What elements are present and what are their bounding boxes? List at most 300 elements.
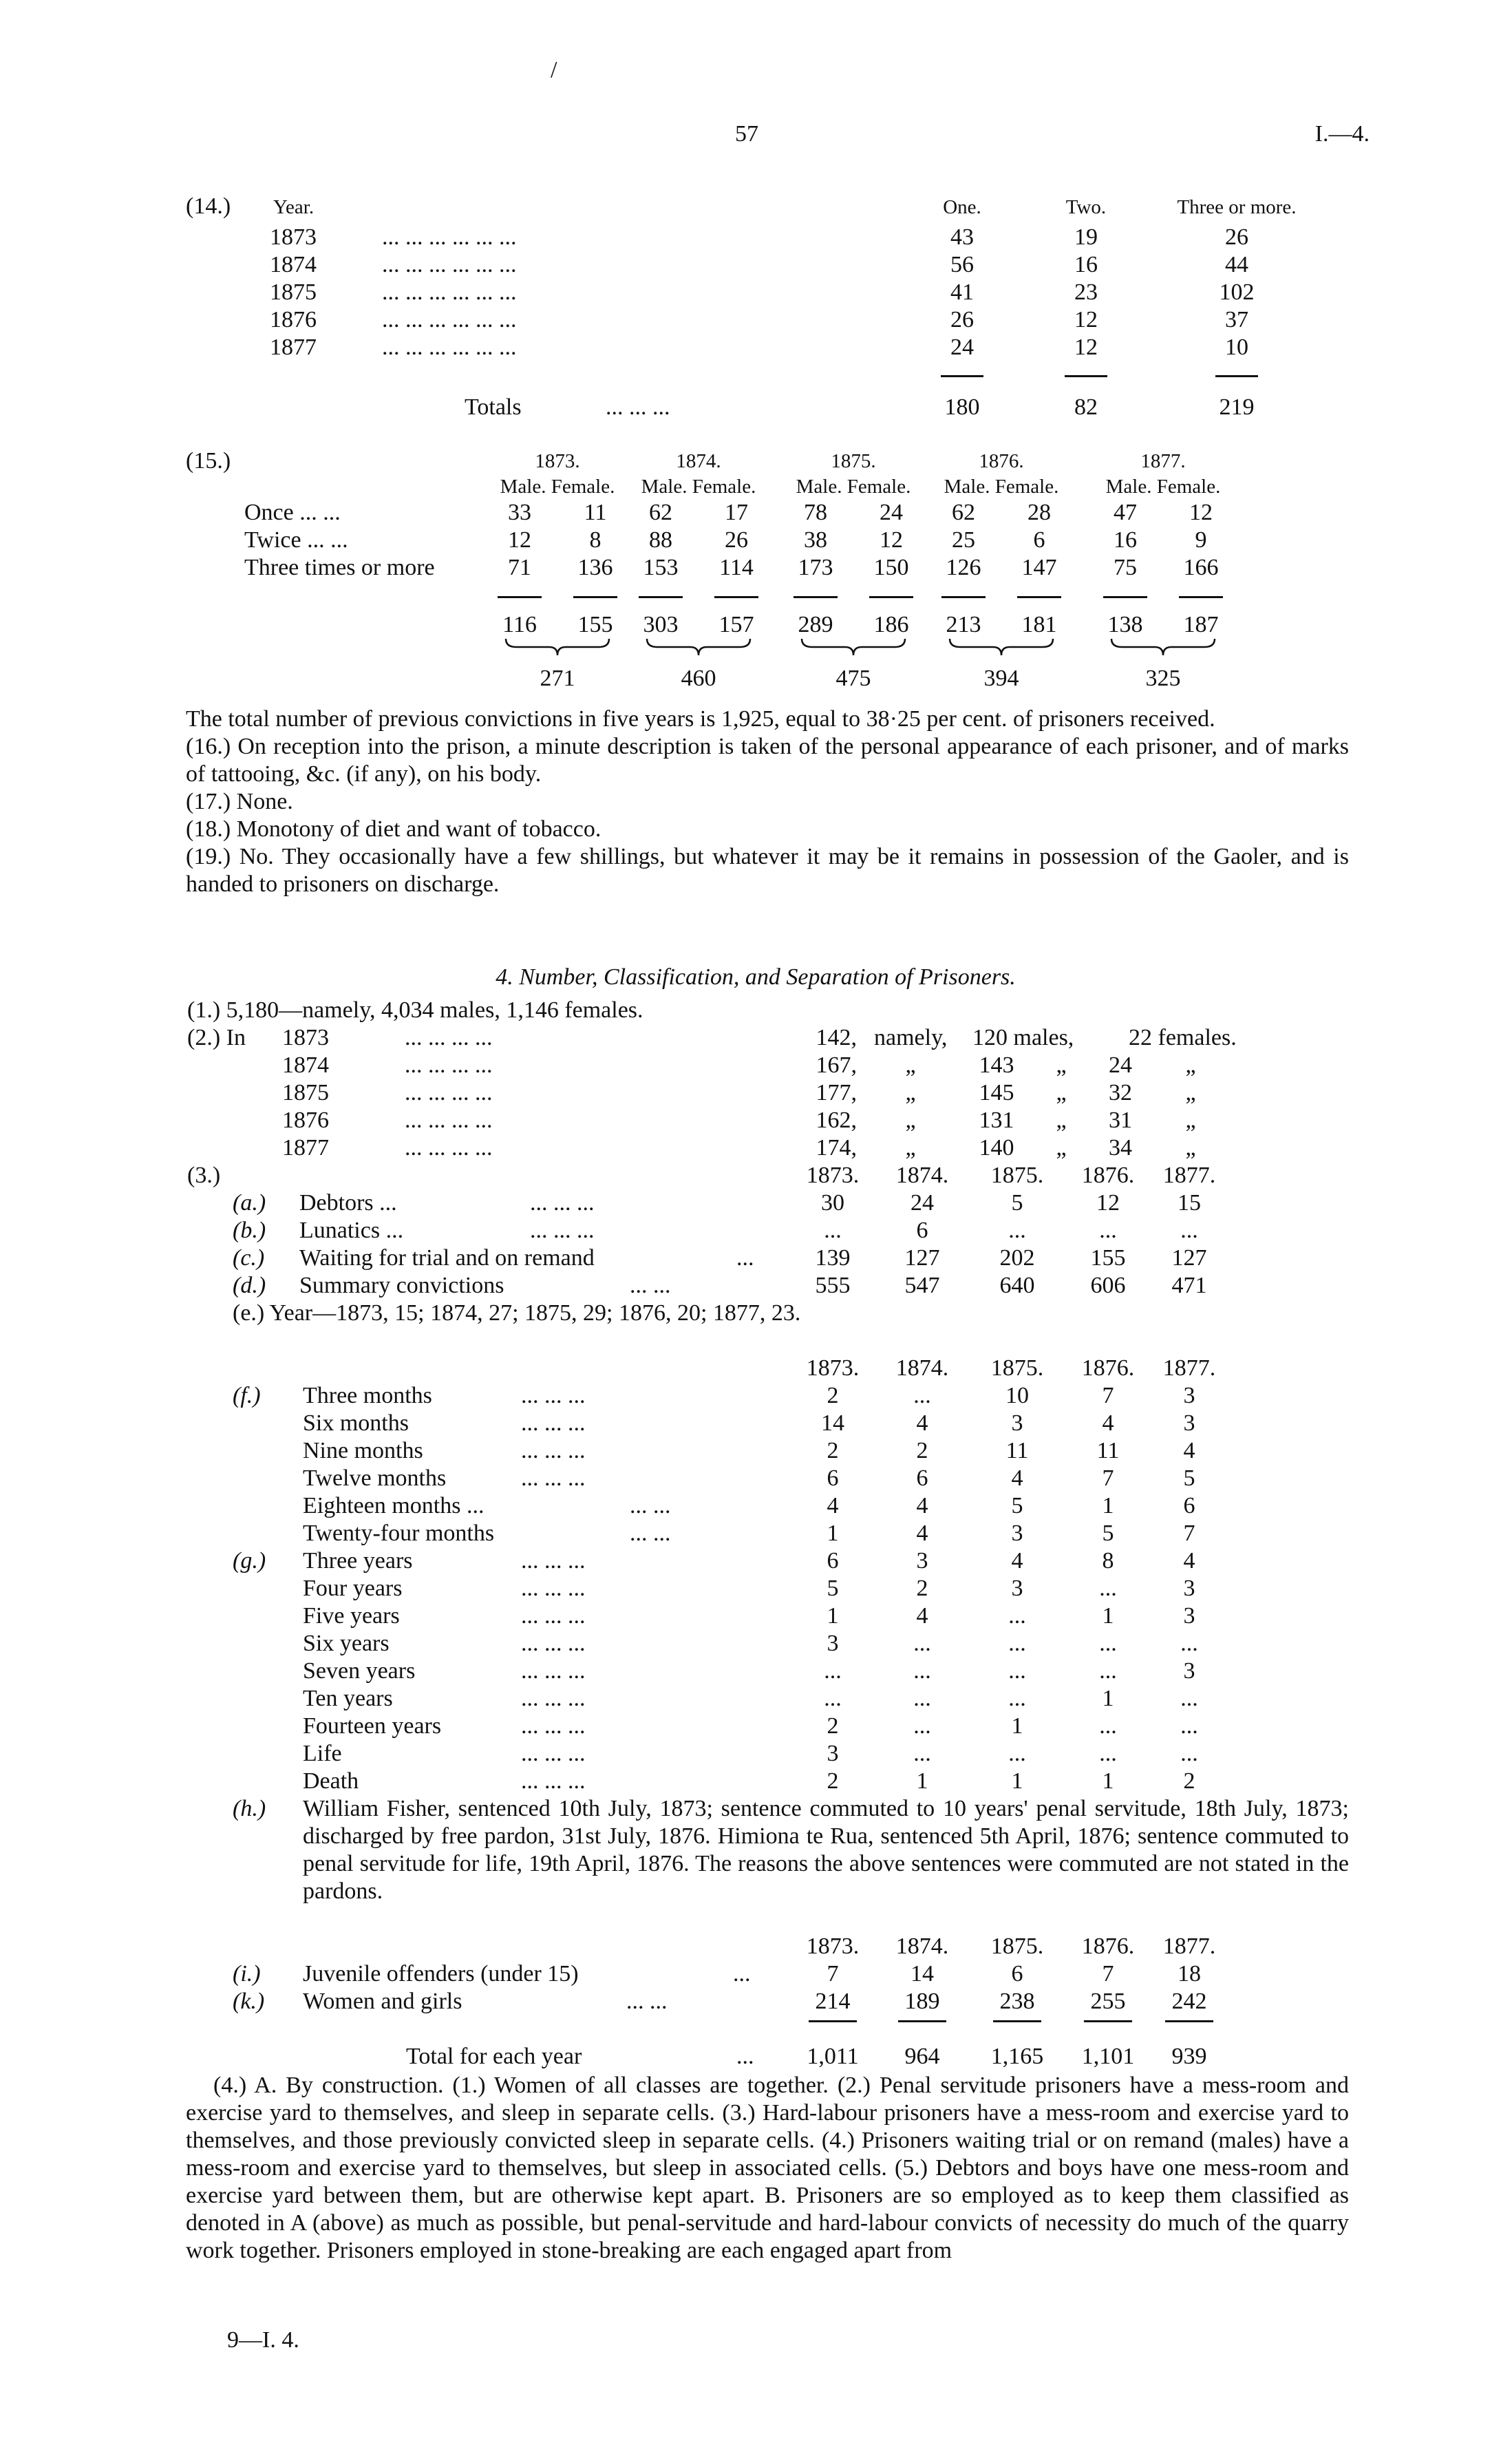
item-2-namely: namely, (874, 1025, 948, 1050)
sentence-value: 4 (916, 1603, 928, 1629)
s15-value: 33 (508, 500, 531, 525)
s15-value: 147 (1021, 555, 1057, 580)
item-3-year: 1877. (1162, 1934, 1216, 1959)
item-3-value: 15 (1178, 1190, 1201, 1216)
item-3-key: (i.) (233, 1961, 261, 1987)
s14-total: 180 (944, 394, 980, 420)
sentence-value: ... (913, 1713, 931, 1739)
item-2-ditto: „ (1185, 1052, 1196, 1078)
s14-year-heading: Year. (273, 196, 315, 218)
item-3-year: 1877. (1162, 1355, 1216, 1381)
sentence-leader: ... ... ... (521, 1713, 586, 1739)
sentence-leader: ... ... ... (521, 1631, 586, 1656)
brace-icon (946, 637, 1056, 658)
sentence-value: 5 (1102, 1521, 1114, 1546)
s15-value: 28 (1027, 500, 1051, 525)
sentence-value: 3 (1183, 1576, 1195, 1601)
item-3-total-rule (1165, 2020, 1213, 2022)
item-2-label: (2.) In (187, 1025, 246, 1050)
s15-male-female: Male. Female. (796, 476, 911, 498)
sentence-value: 2 (916, 1576, 928, 1601)
sentence-label: Twenty-four months (303, 1521, 495, 1546)
sentence-value: ... (824, 1686, 842, 1711)
item-3-row-label: Women and girls (303, 1989, 462, 2014)
total-label: Total for each year (406, 2044, 582, 2069)
sentence-value: 4 (916, 1521, 928, 1546)
item-3-total-rule (993, 2020, 1041, 2022)
item-3-total-rule (1084, 2020, 1132, 2022)
item-2-ditto: „ (905, 1080, 916, 1105)
item-2-males: 145 (979, 1080, 1014, 1105)
s14-leader: ... ... ... ... ... ... (382, 252, 517, 277)
s15-value: 12 (508, 527, 531, 553)
sentence-value: ... (1180, 1631, 1198, 1656)
item-4-text: (4.) A. By construction. (1.) Women of all classes are together. (2.) Penal servitude prisoners have a mess-room and exercise yard to themselves, and sleep in separate cells. (3.) Hard-labour prisoners have a mess-room and exercise yard to themselves, and those previously convicted sleep in separate cells. (4.) Prisoners waiting trial or on remand (males) have a mess-room and exercise yard to themselves, but sleep in associated cells. (5.) Debtors and boys have one mess-room and exercise yard between them, but are otherwise kept apart. B. Prisoners are so employed as to keep them classified as denoted in A (above) as much as possible, but penal-servitude and hard-labour convicts of necessity do much of the quarry work together. Prisoners employed in stone-breaking are each engaged apart from (186, 2073, 1349, 2263)
item-2-total: 167, (816, 1052, 857, 1078)
s15-total: 394 (983, 666, 1019, 691)
s15-value: 71 (508, 555, 531, 580)
total-value: 1,011 (807, 2044, 859, 2069)
item-2-ditto: „ (905, 1108, 916, 1133)
item-3-value: 6 (1011, 1961, 1023, 1987)
sentence-value: 2 (827, 1768, 839, 1794)
sentence-label: Eighteen months ... (303, 1493, 485, 1518)
sentence-value: 3 (1183, 1410, 1195, 1436)
item-3-value: 242 (1171, 1989, 1207, 2014)
item-3-leader: ... (736, 1245, 754, 1271)
sentence-label: Death (303, 1768, 359, 1794)
s15-value: 38 (804, 527, 827, 553)
s15-sum: 186 (873, 612, 909, 637)
item-3-value: 127 (1171, 1245, 1207, 1271)
sentence-value: ... (1008, 1631, 1026, 1656)
footer-signature: 9—I. 4. (227, 2327, 299, 2353)
s15-sum-rule (1017, 596, 1061, 598)
item-3-value: 255 (1090, 1989, 1126, 2014)
sentence-value: 2 (827, 1713, 839, 1739)
item-3-key: (c.) (233, 1245, 265, 1271)
sentence-value: 2 (916, 1438, 928, 1463)
s15-value: 166 (1183, 555, 1219, 580)
item-3-leader: ... (733, 1961, 751, 1987)
s14-total-rule (1065, 375, 1107, 377)
s15-sum-rule (794, 596, 838, 598)
s15-row-label: Once ... ... (244, 500, 341, 525)
item-3-year: 1875. (990, 1355, 1044, 1381)
sentence-leader: ... ... ... (521, 1658, 586, 1684)
s15-sum: 213 (946, 612, 981, 637)
sentence-value: 1 (1011, 1713, 1023, 1739)
item-2-leader: ... ... ... ... (405, 1052, 493, 1078)
item-3-year: 1874. (895, 1355, 949, 1381)
s15-total: 460 (681, 666, 716, 691)
item-3-total-rule (898, 2020, 946, 2022)
s14-value: 12 (1074, 307, 1098, 332)
sentence-value: 3 (1011, 1521, 1023, 1546)
s15-sum: 303 (643, 612, 679, 637)
sentence-value: 4 (1183, 1548, 1195, 1574)
item-3-row-label: Lunatics ... (299, 1218, 404, 1243)
answer-paragraph: (19.) No. They occasionally have a few shillings, but whatever it may be it remains in possession of the Gaoler, and is handed to prisoners on discharge. (186, 844, 1349, 897)
item-2-ditto: „ (1185, 1108, 1196, 1133)
s15-value: 173 (798, 555, 833, 580)
sentence-value: ... (1099, 1741, 1117, 1766)
sentence-value: 11 (1005, 1438, 1029, 1463)
s15-sum-rule (573, 596, 617, 598)
item-2-ditto: „ (1056, 1080, 1067, 1105)
s15-male-female: Male. Female. (500, 476, 615, 498)
sentence-value: 1 (1102, 1493, 1114, 1518)
sentence-value: 3 (1011, 1576, 1023, 1601)
item-3e-years: (e.) Year—1873, 15; 1874, 27; 1875, 29; 1876, 20; 1877, 23. (233, 1300, 801, 1326)
sentence-value: ... (913, 1741, 931, 1766)
sentence-leader: ... ... ... (521, 1410, 586, 1436)
item-2-females: 34 (1109, 1135, 1132, 1161)
item-2-ditto: „ (1056, 1108, 1067, 1133)
sentence-label: Six months (303, 1410, 409, 1436)
sentence-leader: ... ... ... (521, 1465, 586, 1491)
item-2-males: 143 (979, 1052, 1014, 1078)
s15-value: 88 (649, 527, 672, 553)
item-3-value: ... (1008, 1218, 1026, 1243)
item-3-year: 1873. (806, 1163, 860, 1188)
answers-block (186, 706, 1349, 898)
item-3-year: 1876. (1081, 1355, 1135, 1381)
brace-icon (502, 637, 613, 658)
sentence-value: 7 (1102, 1383, 1114, 1408)
sentence-value: 1 (1102, 1686, 1114, 1711)
s15-sum-rule (1179, 596, 1223, 598)
sentence-leader: ... ... (630, 1521, 671, 1546)
sentence-value: 3 (1183, 1603, 1195, 1629)
answer-paragraph: (18.) Monotony of diet and want of tobacco. (186, 816, 601, 842)
s15-value: 136 (577, 555, 613, 580)
sentence-label: Fourteen years (303, 1713, 442, 1739)
s14-value: 10 (1225, 335, 1248, 360)
item-2-leader: ... ... ... ... (405, 1025, 493, 1050)
s14-total-rule (1215, 375, 1258, 377)
s15-total: 325 (1145, 666, 1181, 691)
item-3-year: 1874. (895, 1163, 949, 1188)
sentence-value: ... (913, 1631, 931, 1656)
item-3-value: ... (1099, 1218, 1117, 1243)
item-2-ditto: „ (1056, 1052, 1067, 1078)
item-3-row-label: Debtors ... (299, 1190, 397, 1216)
sentence-leader: ... ... ... (521, 1741, 586, 1766)
answer-paragraph: (16.) On reception into the prison, a minute description is taken of the personal appearance of each prisoner, and of marks of tattooing, &c. (if any), on his body. (186, 734, 1349, 787)
sentence-value: 1 (1102, 1768, 1114, 1794)
sentence-label: Seven years (303, 1658, 416, 1684)
item-3-value: 471 (1171, 1273, 1207, 1298)
section-4-title: 4. Number, Classification, and Separation of Prisoners. (496, 964, 1016, 990)
sentence-value: 4 (1183, 1438, 1195, 1463)
s14-value: 26 (950, 307, 974, 332)
item-1: (1.) 5,180—namely, 4,034 males, 1,146 females. (187, 997, 643, 1023)
header-mark: / (551, 57, 557, 83)
item-3-value: 18 (1178, 1961, 1201, 1987)
brace-icon (1108, 637, 1218, 658)
sentence-label: Life (303, 1741, 342, 1766)
item-3-value: 6 (916, 1218, 928, 1243)
sentence-label: Twelve months (303, 1465, 447, 1491)
s15-sum: 157 (718, 612, 754, 637)
sentence-value: ... (1099, 1576, 1117, 1601)
item-2-leader: ... ... ... ... (405, 1108, 493, 1133)
item-3-value: 214 (815, 1989, 851, 2014)
s14-year: 1877 (270, 335, 317, 360)
s15-sum-rule (869, 596, 913, 598)
s15-sum-rule (498, 596, 542, 598)
s14-totals-leader: ... ... ... (606, 394, 670, 420)
s15-total: 271 (540, 666, 575, 691)
sentence-value: 5 (827, 1576, 839, 1601)
item-3-row-label: Juvenile offenders (under 15) (303, 1961, 579, 1987)
item-3-value: 139 (815, 1245, 851, 1271)
s15-value: 150 (873, 555, 909, 580)
item-3-year: 1873. (806, 1934, 860, 1959)
s14-value: 102 (1219, 279, 1255, 305)
sentence-value: 7 (1102, 1465, 1114, 1491)
sentence-value: 3 (1183, 1658, 1195, 1684)
item-2-total: 174, (816, 1135, 857, 1161)
sentence-value: ... (1008, 1686, 1026, 1711)
s15-sum-rule (714, 596, 758, 598)
total-value: 1,101 (1081, 2044, 1135, 2069)
s15-year: 1874. (676, 450, 721, 472)
s15-sum-rule (639, 596, 683, 598)
s15-value: 11 (584, 500, 607, 525)
item-2-males: 120 males, (972, 1025, 1074, 1050)
s15-sum: 289 (798, 612, 833, 637)
sentence-leader: ... ... ... (521, 1383, 586, 1408)
item-3-year: 1876. (1081, 1163, 1135, 1188)
item-3-value: 7 (827, 1961, 839, 1987)
s14-value: 19 (1074, 224, 1098, 250)
s15-value: 126 (946, 555, 981, 580)
item-2-ditto: „ (1056, 1135, 1067, 1161)
s14-total: 219 (1219, 394, 1255, 420)
sentence-label: Three months (303, 1383, 432, 1408)
item-2-leader: ... ... ... ... (405, 1135, 493, 1161)
item-3-leader: ... ... (630, 1273, 671, 1298)
sentence-key: (f.) (233, 1383, 261, 1408)
s14-col-head: Two. (1065, 196, 1107, 218)
page-number: 57 (735, 121, 758, 147)
s14-value: 24 (950, 335, 974, 360)
sentence-value: 4 (916, 1410, 928, 1436)
s15-value: 9 (1195, 527, 1207, 553)
item-3-label: (3.) (187, 1163, 221, 1188)
s15-value: 17 (725, 500, 748, 525)
s15-value: 114 (719, 555, 754, 580)
brace-icon (798, 637, 908, 658)
sentence-value: ... (1099, 1658, 1117, 1684)
item-2-total: 177, (816, 1080, 857, 1105)
sentence-leader: ... ... ... (521, 1548, 586, 1574)
s15-year: 1875. (831, 450, 876, 472)
s15-value: 24 (880, 500, 903, 525)
sentence-value: 4 (1102, 1410, 1114, 1436)
s15-sum-rule (1103, 596, 1147, 598)
s15-year: 1877. (1140, 450, 1186, 472)
sentence-value: 5 (1183, 1465, 1195, 1491)
item-2-year: 1874 (282, 1052, 329, 1078)
s14-value: 43 (950, 224, 974, 250)
sentence-value: ... (1008, 1603, 1026, 1629)
sentence-label: Six years (303, 1631, 390, 1656)
sentence-value: 1 (827, 1521, 839, 1546)
s15-value: 8 (589, 527, 601, 553)
s15-value: 26 (725, 527, 748, 553)
answer-paragraph: (17.) None. (186, 789, 293, 814)
sentence-value: 1 (1102, 1603, 1114, 1629)
item-3-value: 202 (999, 1245, 1035, 1271)
sentence-value: 2 (827, 1383, 839, 1408)
item-3-value: 5 (1011, 1190, 1023, 1216)
sentence-value: ... (1180, 1686, 1198, 1711)
s14-value: 44 (1225, 252, 1248, 277)
sentence-value: 14 (821, 1410, 844, 1436)
sentence-value: 3 (1183, 1383, 1195, 1408)
sentence-value: 11 (1096, 1438, 1120, 1463)
item-2-ditto: „ (1185, 1080, 1196, 1105)
s15-male-female: Male. Female. (944, 476, 1059, 498)
s14-col-head: Three or more. (1177, 196, 1297, 218)
s15-row-label: Twice ... ... (244, 527, 348, 553)
item-3-year: 1875. (990, 1934, 1044, 1959)
sentence-value: 2 (827, 1438, 839, 1463)
sentence-value: 7 (1183, 1521, 1195, 1546)
s14-label: (14.) (186, 193, 231, 219)
item-3h-text: William Fisher, sentenced 10th July, 1873; sentence commuted to 10 years' penal servitude, 18th July, 1873; discharged by free pardon, 31st July, 1876. Himiona te Rua, sentenced 5th April, 1876; sentence commuted to penal servitude for life, 19th April, 1876. The reasons the above sentences were commuted are not stated in the pardons. (303, 1796, 1349, 1904)
sentence-value: ... (1180, 1713, 1198, 1739)
item-3-value: 238 (999, 1989, 1035, 2014)
item-3-key: (k.) (233, 1989, 265, 2014)
s14-value: 56 (950, 252, 974, 277)
s15-male-female: Male. Female. (641, 476, 756, 498)
item-2-ditto: „ (905, 1135, 916, 1161)
sentence-value: ... (1008, 1741, 1026, 1766)
item-2-females: 31 (1109, 1108, 1132, 1133)
s14-value: 23 (1074, 279, 1098, 305)
s15-value: 12 (1189, 500, 1213, 525)
s14-total: 82 (1074, 394, 1098, 420)
sentence-value: 10 (1005, 1383, 1029, 1408)
item-3-value: 189 (904, 1989, 940, 2014)
item-2-males: 131 (979, 1108, 1014, 1133)
item-2-year: 1875 (282, 1080, 329, 1105)
item-3-year: 1877. (1162, 1163, 1216, 1188)
sentence-label: Five years (303, 1603, 400, 1629)
item-3h-key: (h.) (233, 1796, 266, 1821)
total-value: 939 (1171, 2044, 1207, 2069)
s14-leader: ... ... ... ... ... ... (382, 279, 517, 305)
item-3-value: 547 (904, 1273, 940, 1298)
s15-value: 75 (1114, 555, 1137, 580)
s15-row-label: Three times or more (244, 555, 435, 580)
sentence-value: 1 (1011, 1768, 1023, 1794)
sentence-value: 6 (1183, 1493, 1195, 1518)
s15-sum: 187 (1183, 612, 1219, 637)
s14-leader: ... ... ... ... ... ... (382, 307, 517, 332)
sentence-value: 8 (1102, 1548, 1114, 1574)
s15-label: (15.) (186, 448, 231, 474)
item-2-year: 1873 (282, 1025, 329, 1050)
sentence-value: 1 (916, 1768, 928, 1794)
total-leader: ... (736, 2044, 754, 2069)
s15-value: 6 (1033, 527, 1045, 553)
sentence-label: Three years (303, 1548, 413, 1574)
item-3-value: 555 (815, 1273, 851, 1298)
s14-totals-label: Totals (465, 394, 522, 420)
sentence-value: ... (913, 1658, 931, 1684)
sentence-value: 6 (916, 1465, 928, 1491)
s15-value: 153 (643, 555, 679, 580)
s15-sum: 181 (1021, 612, 1057, 637)
sentence-value: 6 (827, 1548, 839, 1574)
sentence-leader: ... ... ... (521, 1576, 586, 1601)
item-3-row-label: Waiting for trial and on remand (299, 1245, 595, 1271)
item-2-total: 142, (816, 1025, 857, 1050)
s15-value: 62 (952, 500, 975, 525)
sentence-leader: ... ... (630, 1493, 671, 1518)
s15-year: 1876. (979, 450, 1024, 472)
sentence-value: 1 (827, 1603, 839, 1629)
s14-value: 16 (1074, 252, 1098, 277)
sentence-leader: ... ... ... (521, 1438, 586, 1463)
s14-value: 41 (950, 279, 974, 305)
item-3-value: ... (1180, 1218, 1198, 1243)
item-3-total-rule (809, 2020, 857, 2022)
item-3-leader: ... ... (626, 1989, 668, 2014)
sentence-value: 6 (827, 1465, 839, 1491)
item-2-females: 24 (1109, 1052, 1132, 1078)
total-value: 964 (904, 2044, 940, 2069)
item-3-key: (d.) (233, 1273, 266, 1298)
s15-year: 1873. (535, 450, 580, 472)
item-3-year: 1873. (806, 1355, 860, 1381)
item-2-year: 1877 (282, 1135, 329, 1161)
sentence-value: 3 (827, 1631, 839, 1656)
item-3-value: 127 (904, 1245, 940, 1271)
item-3-value: 14 (911, 1961, 934, 1987)
sentence-value: 4 (1011, 1465, 1023, 1491)
s15-value: 12 (880, 527, 903, 553)
sentence-value: 2 (1183, 1768, 1195, 1794)
sentence-value: 5 (1011, 1493, 1023, 1518)
item-3-value: 606 (1090, 1273, 1126, 1298)
item-3-year: 1874. (895, 1934, 949, 1959)
sentence-value: 4 (1011, 1548, 1023, 1574)
item-2-total: 162, (816, 1108, 857, 1133)
item-3-key: (a.) (233, 1190, 266, 1216)
s14-value: 12 (1074, 335, 1098, 360)
doc-reference: I.—4. (1314, 121, 1370, 147)
sentence-value: ... (1180, 1741, 1198, 1766)
sentence-value: 3 (827, 1741, 839, 1766)
sentence-value: 4 (916, 1493, 928, 1518)
sentence-label: Four years (303, 1576, 403, 1601)
item-3-value: 24 (911, 1190, 934, 1216)
sentence-value: 3 (1011, 1410, 1023, 1436)
item-3-year: 1875. (990, 1163, 1044, 1188)
sentence-leader: ... ... ... (521, 1603, 586, 1629)
s15-value: 47 (1114, 500, 1137, 525)
s15-value: 78 (804, 500, 827, 525)
item-3-leader: ... ... ... (530, 1218, 595, 1243)
item-3-year: 1876. (1081, 1934, 1135, 1959)
s15-sum: 138 (1107, 612, 1143, 637)
